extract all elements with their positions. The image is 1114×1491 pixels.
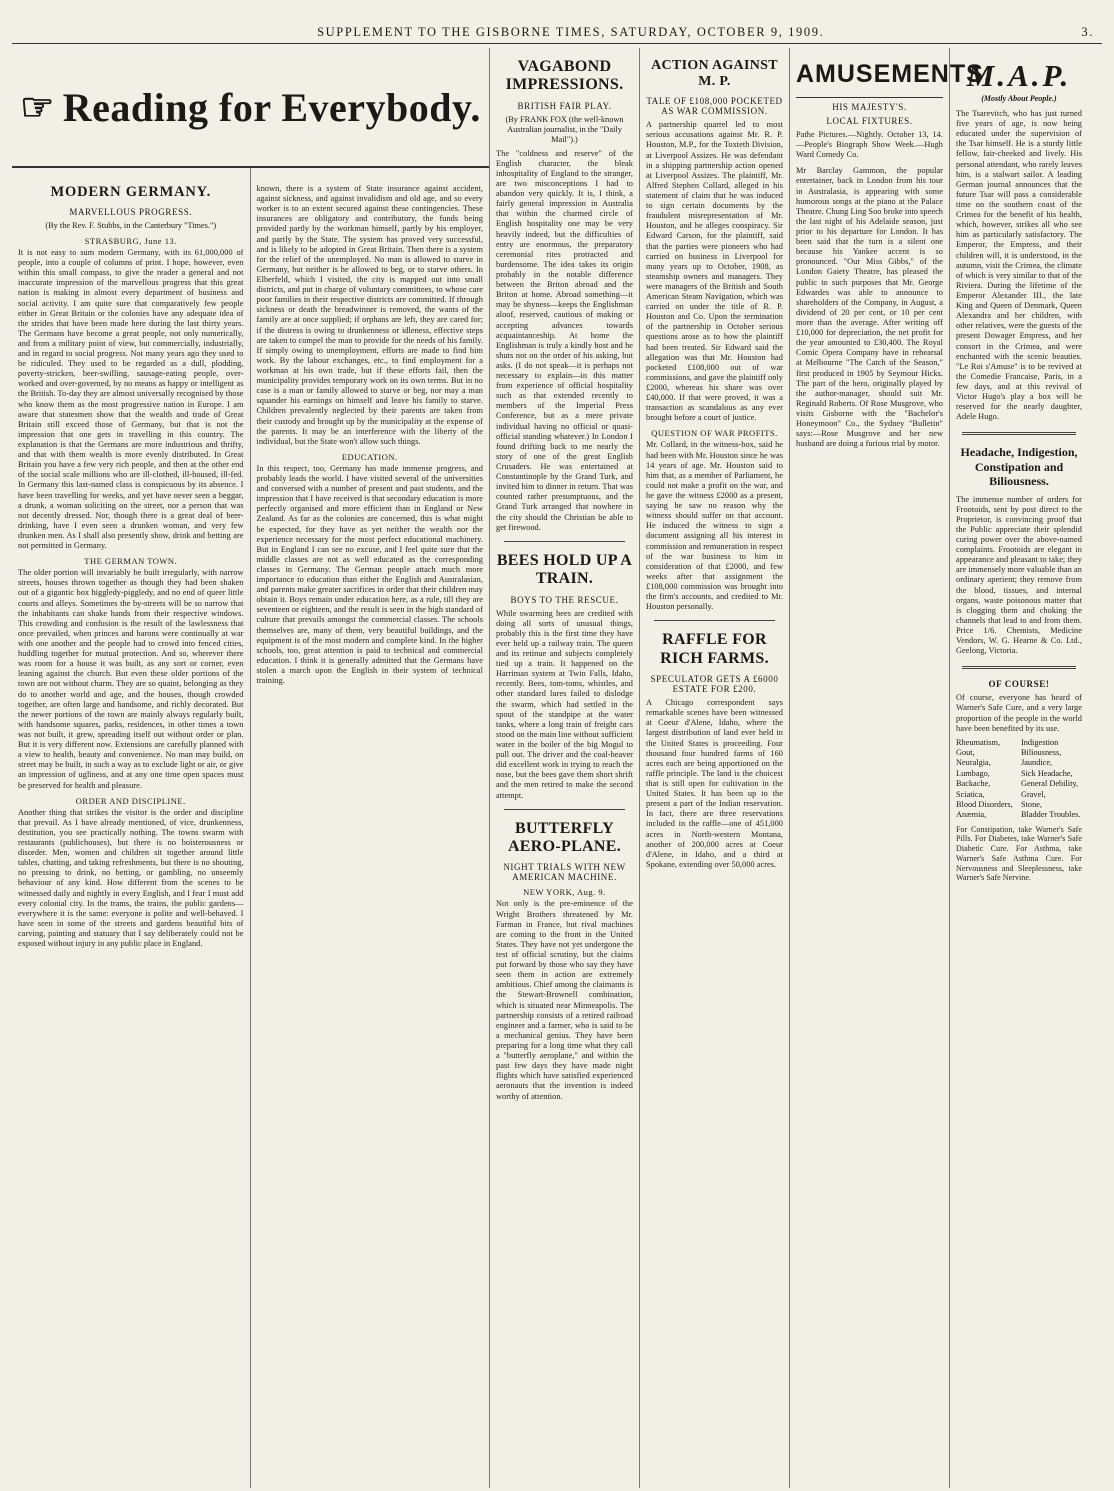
state-insurance-text: known, there is a system of State insurance against accident, against sickness, and against invalidism and old age, and so every worker is to an extent secured against these contingencies. These insurances are obligatory and contributory, the funds being provided partly by the workman himself, partly by his employer, and partly by the State. The system has proved very successful, and is likely to be adopted in Great Britain. Then there is a system for the relief of the unemployed. No man is allowed to starve in Germany, but neither is he allowed to beg, or to starve others. In Elberfeld, which I visited, the city is mapped out into small districts, and put in charge of voluntary committees, to whose care poor families in their respective districts are committed. If through sickness or death the breadwinner is removed, the wants of the family are at once supplied; if orphans are left, they are cared for; if the distress is owing to drunkenness or idleness, effective steps are taken to compel the man to provide for the needs of his family. If simply owing to unemployment, efforts are made to find him work. By the labour exchanges, etc., to find employment for a workman at his own trade, but if these efforts fail, then the municipality provides temporary work on its own terms. But in no case is a man or family allowed to starve or beg, nor may a man squander his earnings on himself and leave his family to starve. Children prevalently neglected by their parents are taken from their custody and brought up by the municipality at the expense of the parents. It may be an interference with the liberty of the individual, but the State won't allow such things. [256,184,483,446]
vagabond-heading: VAGABOND IMPRESSIONS. [505,58,624,94]
modern-germany-heading: MODERN GERMANY. [50,184,211,200]
ailment-item: Sick Headache, [1021,768,1073,778]
ailment-item: Biliousness, [1021,748,1062,758]
ailment-item: General Debility, [1021,779,1079,789]
amusements-heading: AMUSEMENTS. [796,60,943,98]
warner-ad-heading: OF COURSE! [988,679,1050,690]
local-fixtures-heading: LOCAL FIXTURES. [826,116,913,126]
divider [504,541,625,542]
ailment-item: Anæmia, [956,810,987,820]
modern-germany-text: It is not easy to sum modern Germany, with its 61,000,000 of people, into a couple of columns of print. I hope, however, even within this small compass, to give the reader a general and not inaccurate impression of the marvellous progress that this great nation is making in almost every department of business and social activity. I am quite sure that comparatively few people either in Great Britain or the colonies have any adequate idea of the strides that have been made here during the last thirty years. The Germans have become a great people, not only numerically, and from a military point of view, but commercially, industrially, and in regard to social progress. Not many years ago they used to be ridiculed. They used to be regarded as a dull, plodding, poverty-stricken, beer-swilling, sausage-eating people, over-worked and over-governed, by no means as happy or intelligent as the British. To-day they are almost universally recognised by those who know them as the most progressive nation in Europe. I am aware that statesmen show that the wealth and trade of Great Britain still exceed those of Germany, but that is not the impression that one gets in travelling in this country. The explanation is that the Germans are more industrious and thrifty, and that with them wealth is more evenly distributed. In Great Britain you have a few very rich people, and then at the other end of the social scale millions who are ill-clothed, ill-housed, ill-fed. In Germany this last-named class is conspicuous by its absence. I have been travelling for weeks, and yet have never seen a beggar, a drunk, a woman soliciting on the street, nor a person that was not decently dressed. Nor, though there is a great deal of beer-drinking, have I even seen a drunken woman, and very few drunken men. As I shall also presently show, drink and betting are not permitted in Germany. [18,247,244,551]
action-mp-subheading: TALE OF £108,000 POCKETED AS WAR COMMISSION. [646,96,783,117]
divider [504,809,625,810]
divider [962,666,1076,669]
vagabond-byline: (By FRANK FOX (the well-known Australian journalist, in the "Daily Mail").) [505,114,624,144]
masthead-title: SUPPLEMENT TO THE GISBORNE TIMES, SATURDAY, OCTOBER 9, 1909. [317,25,825,39]
divider [962,432,1076,435]
bees-subheading: BOYS TO THE RESCUE. [510,594,619,605]
ailment-item: Stone, [1021,799,1042,809]
ailment-item: Bladder Troubles. [1021,810,1081,820]
butterfly-heading: BUTTERFLY AERO-PLANE. [507,819,622,856]
ailment-item: Gout, [956,748,975,758]
order-discipline-heading: ORDER AND DISCIPLINE. [75,795,186,806]
raffle-heading: RAFFLE FOR RICH FARMS. [660,631,769,667]
ailment-item: Blood Disorders, [956,799,1013,809]
german-town-heading: THE GERMAN TOWN. [84,556,178,567]
vagabond-text: The "coldness and reserve" of the English character, the bleak inhospitality of England to the stranger, are two misconceptions I had to abandon very quickly. It is, I think, a fairly general impression in Australia that within the charmed circle of English hospitality one may be very heavily indeed, but the difficulties of entry are enormous, the preparatory ceremonial rites protracted and burdensome. The idea takes its origin probably in the notable difference between the Briton abroad and the Briton at home. Abroad something—it may be shyness—keeps the Englishman aloof, reserved, cautious of making or accepting advances towards acquaintanceship. At home the Englishman is truly a kindly host and he shuts not on the order of his asking, but asks. (I do not speak—it is perhaps not necessary to explain—in this matter from experience of official hospitality such as that extended recently to members of the Imperial Press Conference, but as a mere private individual having no official or quasi-official standing whatever.) In London I found drifting back to me nearly the story of one of the great English Crusaders. He was entertained at Constantinople by the Grand Turk, and invited him to dinner in return. That was counted rather presumptuous, and the Grand Turk arranged that nowhere in the city should the Christian be able to get firewood. [496,148,633,532]
butterfly-text: Not only is the pre-eminence of the Wright Brothers threatened by Mr. Farman in France, but rival machines are coming to the front in the United States. They have not yet undergone the test of official scrutiny, but the claims put forward by those who say they have seen them in action are extremely ambitious. Chief among the claimants is the Stewart-Brownell combination, which is situated near Minneapolis. The partnership consists of a retired railroad engineer and a farmer, who is said to be a mechanical genius. They have been preparing for a long time what they call a "butterfly aeroplane," and within the past few days they have made night flights which have satisfied experienced aeronauts that the invention is indeed worthy of attention. [496,899,633,1101]
headache-ad-heading: Headache, Indigestion, Constipation and Biliousness. [960,445,1078,489]
education-heading: EDUCATION. [341,451,398,462]
reading-columns [12,168,489,1488]
ailment-item: Rheumatism, [956,737,1001,747]
ailment-item: Lumbago, [956,768,990,778]
warner-ad-intro: Of course, everyone has heard of Warner's Safe Cure, and a very large proportion of the people in the world have been benefited by its use. [956,693,1082,733]
action-mp-heading: ACTION AGAINST M. P. [651,58,778,90]
action-mp-column [640,48,790,1488]
ailment-item: Jaundice, [1021,758,1053,768]
german-town-text: The older portion will invariably be built irregularly, with narrow streets, houses thrown together as though they had been shaken out of a gigantic box higgledy-piggledy, and no end of queer little courts and alleys. Sometimes the by-streets will be so narrow that the inhabitants can shake hands from their respective windows. This crowding and confusion is the result of the lawlessness that once prevailed, when princes and barons were continually at war with one another and the people had to crowd into fenced cities, huddling together for mutual protection. And so, wherever there was room for a house it was built, as any sort or corner, even leaning against the church. But even these older portions of the town are not without charm. They are so quaint, belonging as they do to another world and age, and the houses, though crowded together, are often large and handsome, and richly decorated. But the newer portions of the town are mainly always regularly built, with handsome squares, parks, residences, in other times a town was not built, it grew, spreading itself out without order or plan. But it is very different now. Extensions are carefully planned with a view to health, beauty and convenience. No man may build, on street may be built, in such a way as to exclude light or air, or give an impression of ugliness, and at any one time open spaces must be preserved for health and pleasure. [18,568,244,790]
raffle-subheading: SPECULATOR GETS A £6000 ESTATE FOR £200. [650,674,779,695]
columns [12,48,1102,1488]
map-text: The Tsarevitch, who has just turned five years of age, is now being educated under the supervision of the Tsar himself. He is a sturdy little fellow, fair-cheeked and lively. His personal attendant, who rarely leaves him, is a stalwart sailor. A leading German journal announces that the future Tsar will pass a considerable time on the southern coast of the Crimea for the benefit of his health, which, however, strikes all who see him as particularly satisfactory. The Emperor, the Empress, and their children will, it is understood, in the autumn, visit the Crimea, the climate of which is very similar to that of the Riviera. During the lifetime of the Emperor Alexander III., the late King and Queen of Denmark, Queen Alexandra and her children, with other relatives, were the guests of the present Dowager Empress, and her consort in the Crimea, and were enchanted with the scenic beauties. "Le Roi s'Amuse" is to be revived at the Comedie Francaise, Paris, in a few days, and at this revival of Victor Hugo's play a box will be reserved for the nearly daughter, Adele Hugo. [956,109,1082,422]
butterfly-subheading: NIGHT TRIALS WITH NEW AMERICAN MACHINE. [503,862,626,883]
modern-germany-dateline: STRASBURG, June 13. [84,235,177,246]
action-mp-text: A partnership quarrel led to most serious accusations against Mr. R. P. Houston, M.P., for the Toxteth Division, at Liverpool Assizes. He was defendant in a shipping partnership action opened at Liverpool Assizes. The plaintiff, Mr. Alfred Stephen Collard, alleged in his statement of claim that he was induced to sign certain documents by the fraudulent misrepresentation of Mr. Houston, and he alleges conspiracy. Sir Edward Carson, for the plaintiff, said that the parties were pioneers who had carried on business in Liverpool for many years up to October, 1908, as steamship owners and managers. They were managers of the British and South American Steam Navigation, which was carried on under the title of R. P. Houston and Co. Upon the termination of the partnership in October serious questions arose as to how the plaintiff had been treated. Sir Edward said the allegation was that Mr. Houston had pocketed £108,000 out of war commissions, and gave the plaintiff only £2000, whereas his share was over £40,000. If that were proved, it was a transaction as scandalous as any ever brought before a court of justice. [646,120,783,423]
bees-text: While swarming bees are credited with doing all sorts of unusual things, probably this is the first time they have ever held up a railway train. The queen and its retinue and subjects completely tied up a train. It happened on the Harriman system at Twin Falls, Idaho, recently. Bees, tom-toms, whistles, and other standard lures failed to dislodge the swarm, which had settled in the spout of the standpipe at the water tanks, where a long train of freight cars stood on the main line without sufficient water in the boiler of the big Mogul to pull out. The driver and the coal-heaver did excellent work in trying to reach the nose, but the bees gave them short shrift and the men retired to make the second attempt. [496,608,633,800]
his-majestys-heading: HIS MAJESTY'S. [832,102,907,112]
page-number: 3. [1081,25,1094,39]
war-profits-text: Mr. Collard, in the witness-box, said he had been with Mr. Houston since he was 14 years of age. Mr. Houston said to him that, as a member of Parliament, he could not make a profit on the war, and he gave the witness £2000 as a present, saying he saw no reason why the witness should suffer on that account. He induced the witness to sign a document assigning all his interest in commission and remuneration in respect of the war business to him in consideration of that £2000, and few weeks after that assignment the £108,000 commission was brought into the firm's accounts, and credited to Mr. Houston personally. [646,440,783,612]
map-column [950,48,1088,1488]
vagabond-subheading: BRITISH FAIR PLAY. [517,100,612,111]
war-profits-heading: QUESTION OF WAR PROFITS. [651,428,778,439]
state-insurance-column [251,168,490,1488]
ailment-item: Indigestion [1021,737,1059,747]
butterfly-dateline: NEW YORK, Aug. 9. [523,887,606,898]
local-fixtures-text: Pathe Pictures.—Nightly. October 13, 14.—People's Biograph Show Week.—Hugh Ward Comedy Co. [796,130,943,160]
banner [12,48,489,168]
ailment-item: Backache, [956,779,991,789]
modern-germany-subheading: MARVELLOUS PROGRESS. [69,207,193,217]
bees-heading: BEES HOLD UP A TRAIN. [496,551,633,588]
map-subtitle: (Mostly About People.) [981,94,1057,103]
education-text: In this respect, too, Germany has made immense progress, and probably leads the world. I have visited several of the universities and conversed with a number of present and past students, and the impression that I have received is that secondary education is more perfectly organised and more efficient than in England or New Zealand. As far as the colonies are concerned, this is what might be expected, for they have as yet neither the wealth nor the experience necessary for the most perfect educational machinery. But in England I can see no excuse, and I feel quite sure that the middle classes are not as well educated as the corresponding classes in Germany. The German people attach much more importance to education than either the English and Australasian, and parents make greater sacrifices in order that their children may obtain it. Boys remain under education here, as a rule, till they are seventeen or eighteen, and the result is seen in the high standard of culture that prevails amongst the commercial classes. The schools themselves are, many of them, very beautiful buildings, and the equipment is of the most modern and complete kind. In the higher schools, too, great attention is paid to technical and commercial education. I think it is generally admitted that the Germans have stolen a march upon the English in their system of technical training. [256,463,483,686]
vagabond-column [490,48,640,1488]
modern-germany-byline: (By the Rev. F. Stubbs, in the Canterbury "Times.") [45,221,217,230]
map-title: M.A.P. [966,58,1072,93]
raffle-text: A Chicago correspondent says remarkable scenes have been witnessed at Coeur d'Alene, Idaho, where the largest distribution of land ever held in the United States is proceeding. Four thousand four hundred farms of 160 acres each are being apportioned on the raffle principle. The land is the choicest that is still open for cultivation in the United States. It has been up to the present a part of the Indian reservation. In fact, there are three reservations included in the raffle—one of 451,000 acres in North-western Montana, another of 200,000 acres at Coeur d'Alene, in Idaho, and a third at Spokane, extending over 50,000 acres. [646,698,783,869]
warner-ad-footer: For Constipation, take Warner's Safe Pills. For Diabetes, take Warner's Safe Diabetic Cure. For Asthma, take Warner's Safe Asthma Cure. For Nervousness and Sleeplessness, take Warner's Safe Nervine. [956,824,1082,883]
ailment-item: Gravel, [1021,789,1046,799]
modern-germany-column [12,168,251,1488]
reading-for-everybody-section [12,48,490,1488]
order-discipline-text: Another thing that strikes the visitor is the order and discipline that prevail. As I have already mentioned, of vice, drunkenness, destitution, you see practically nothing. The towns swarm with restaurants (publichouses), but there is no boisterousness or disorder. Men, women and children sit together around little tables, chatting, and taking refreshments, but there is no shouting, no pressing to drink, no betting, or gambling, no unseemly behaviour of any kind. How different from the scenes to be witnessed daily and nightly in every English, and I fear I must add every colonial city. In the trams, the trains, the public gardens—everywhere it is the same: everyone is polite and well-behaved. I have seen in some of the streets and gardens beautiful bits of carving, painting and statuary that I say deliberately could not be exposed without injury in any public place in England. [18,807,244,949]
amusements-text: Mr Barclay Gammon, the popular entertainer, back in London from his tour in Australasia, is appearing with some humorous songs at the piano at the Palace Theatre. Chung Ling Soo broke into speech the last night of his Adelaide season, just prior to his departure for London. It has been said that the turn is a silent one because his Yankee accent is so pronounced. "Our Miss Gibbs," of the London Gaiety Theatre, has pleased the public to such purposes that Mr. George Edwardes was able to announce to shareholders of the Company, in August, a dividend of 20 per cent, or 10 per cent more than the average. After writing off £10,000 for depreciation, the net profit for the year amounted to £30,400. The Royal Comic Opera Company have in rehearsal at Melbourne "The Catch of the Season," first produced in 1905 by Seymour Hicks. The part of the hero, originally played by the author-manager, should suit Mr. Reginald Roberts. Of Rose Musgrove, who visits Gisborne with the "Bachelor's Honeymoon" Co., the Sydney "Bulletin" says:—Rose Musgrove and her new husband are doing a furious trial by motor. [796,166,943,449]
ailments-list [956,738,1082,821]
ailment-item: Sciatica, [956,789,985,799]
headache-ad-text: The immense number of orders for Frootoids, sent by post direct to the Proprietor, is convincing proof that the Public appreciate their splendid curing power over the above-named complaints. Frootoids are elegant in appearance and pleasant to take; they are immensely more valuable than an ordinary aperient; they remove from the blood, tissues, and internal organs, waste poisonous matter that is clogging them and choking the channels that lead to and from them. Price 1/6. Chemists, Medicine Vendors, W. G. Hearne & Co. Ltd., Geelong, Victoria. [956,494,1082,656]
divider [654,620,775,621]
banner-title: Reading for Everybody. [62,84,481,130]
masthead [12,0,1102,44]
pointing-hand-icon: ☞ [20,86,55,129]
ailment-item: Neuralgia, [956,758,991,768]
